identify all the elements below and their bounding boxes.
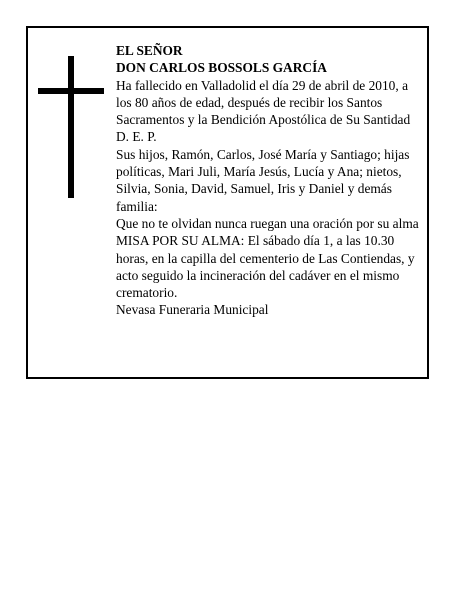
obituary-notice <box>26 26 429 379</box>
notice-title: EL SEÑOR <box>116 43 183 58</box>
deceased-name: DON CARLOS BOSSOLS GARCÍA <box>116 60 327 76</box>
cross-horizontal-bar <box>38 88 104 94</box>
cross-vertical-bar <box>68 56 74 198</box>
death-announcement: Ha fallecido en Valladolid el día 29 de abril de 2010, a los 80 años de edad, después de recibir los Santos Sacramentos y la Bendición Apostólica de Su Santidad D. E. P. <box>116 77 411 145</box>
prayer-request: Que no te olvidan nunca ruegan una oración por su alma <box>116 215 419 231</box>
funeral-home: Nevasa Funeraria Municipal <box>116 302 269 318</box>
family-members: Sus hijos, Ramón, Carlos, José María y Santiago; hijas políticas, Mari Juli, María Jesús, Lucía y Ana; nietos, Silvia, Sonia, David, Samuel, Iris y Daniel y demás familia: <box>116 146 410 214</box>
mass-details: MISA POR SU ALMA: El sábado día 1, a las 10.30 horas, en la capilla del cementerio de Las Contiendas, y acto seguido la incineración del cadáver en el mismo crematorio. <box>116 233 415 301</box>
notice-body <box>116 42 422 319</box>
